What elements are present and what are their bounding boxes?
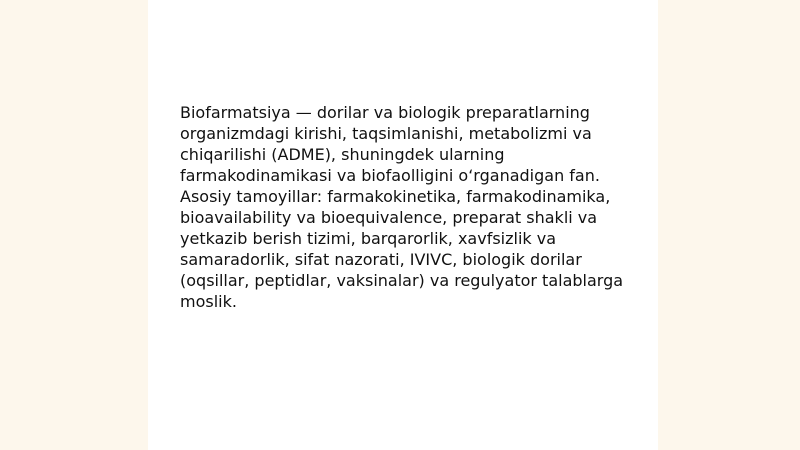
body-paragraph: Biofarmatsiya — dorilar va biologik preparatlarning organizmdagi kirishi, taqsimlanishi, metabolizmi va chiqarilishi (ADME), shuningdek ularning farmakodinamikasi va biofaolligini o‘rganadigan fan. Asosiy tamoyillar: farmakokinetika, farmakodinamika, bioavailability va bioequivalence, preparat shakli va yetkazib berish tizimi, barqarorlik, xavfsizlik va samaradorlik, sifat nazorati, IVIVC, biologik dorilar (oqsillar, peptidlar, vaksinalar) va regulyator talablarga moslik. [180, 103, 624, 311]
document-page [148, 0, 658, 450]
